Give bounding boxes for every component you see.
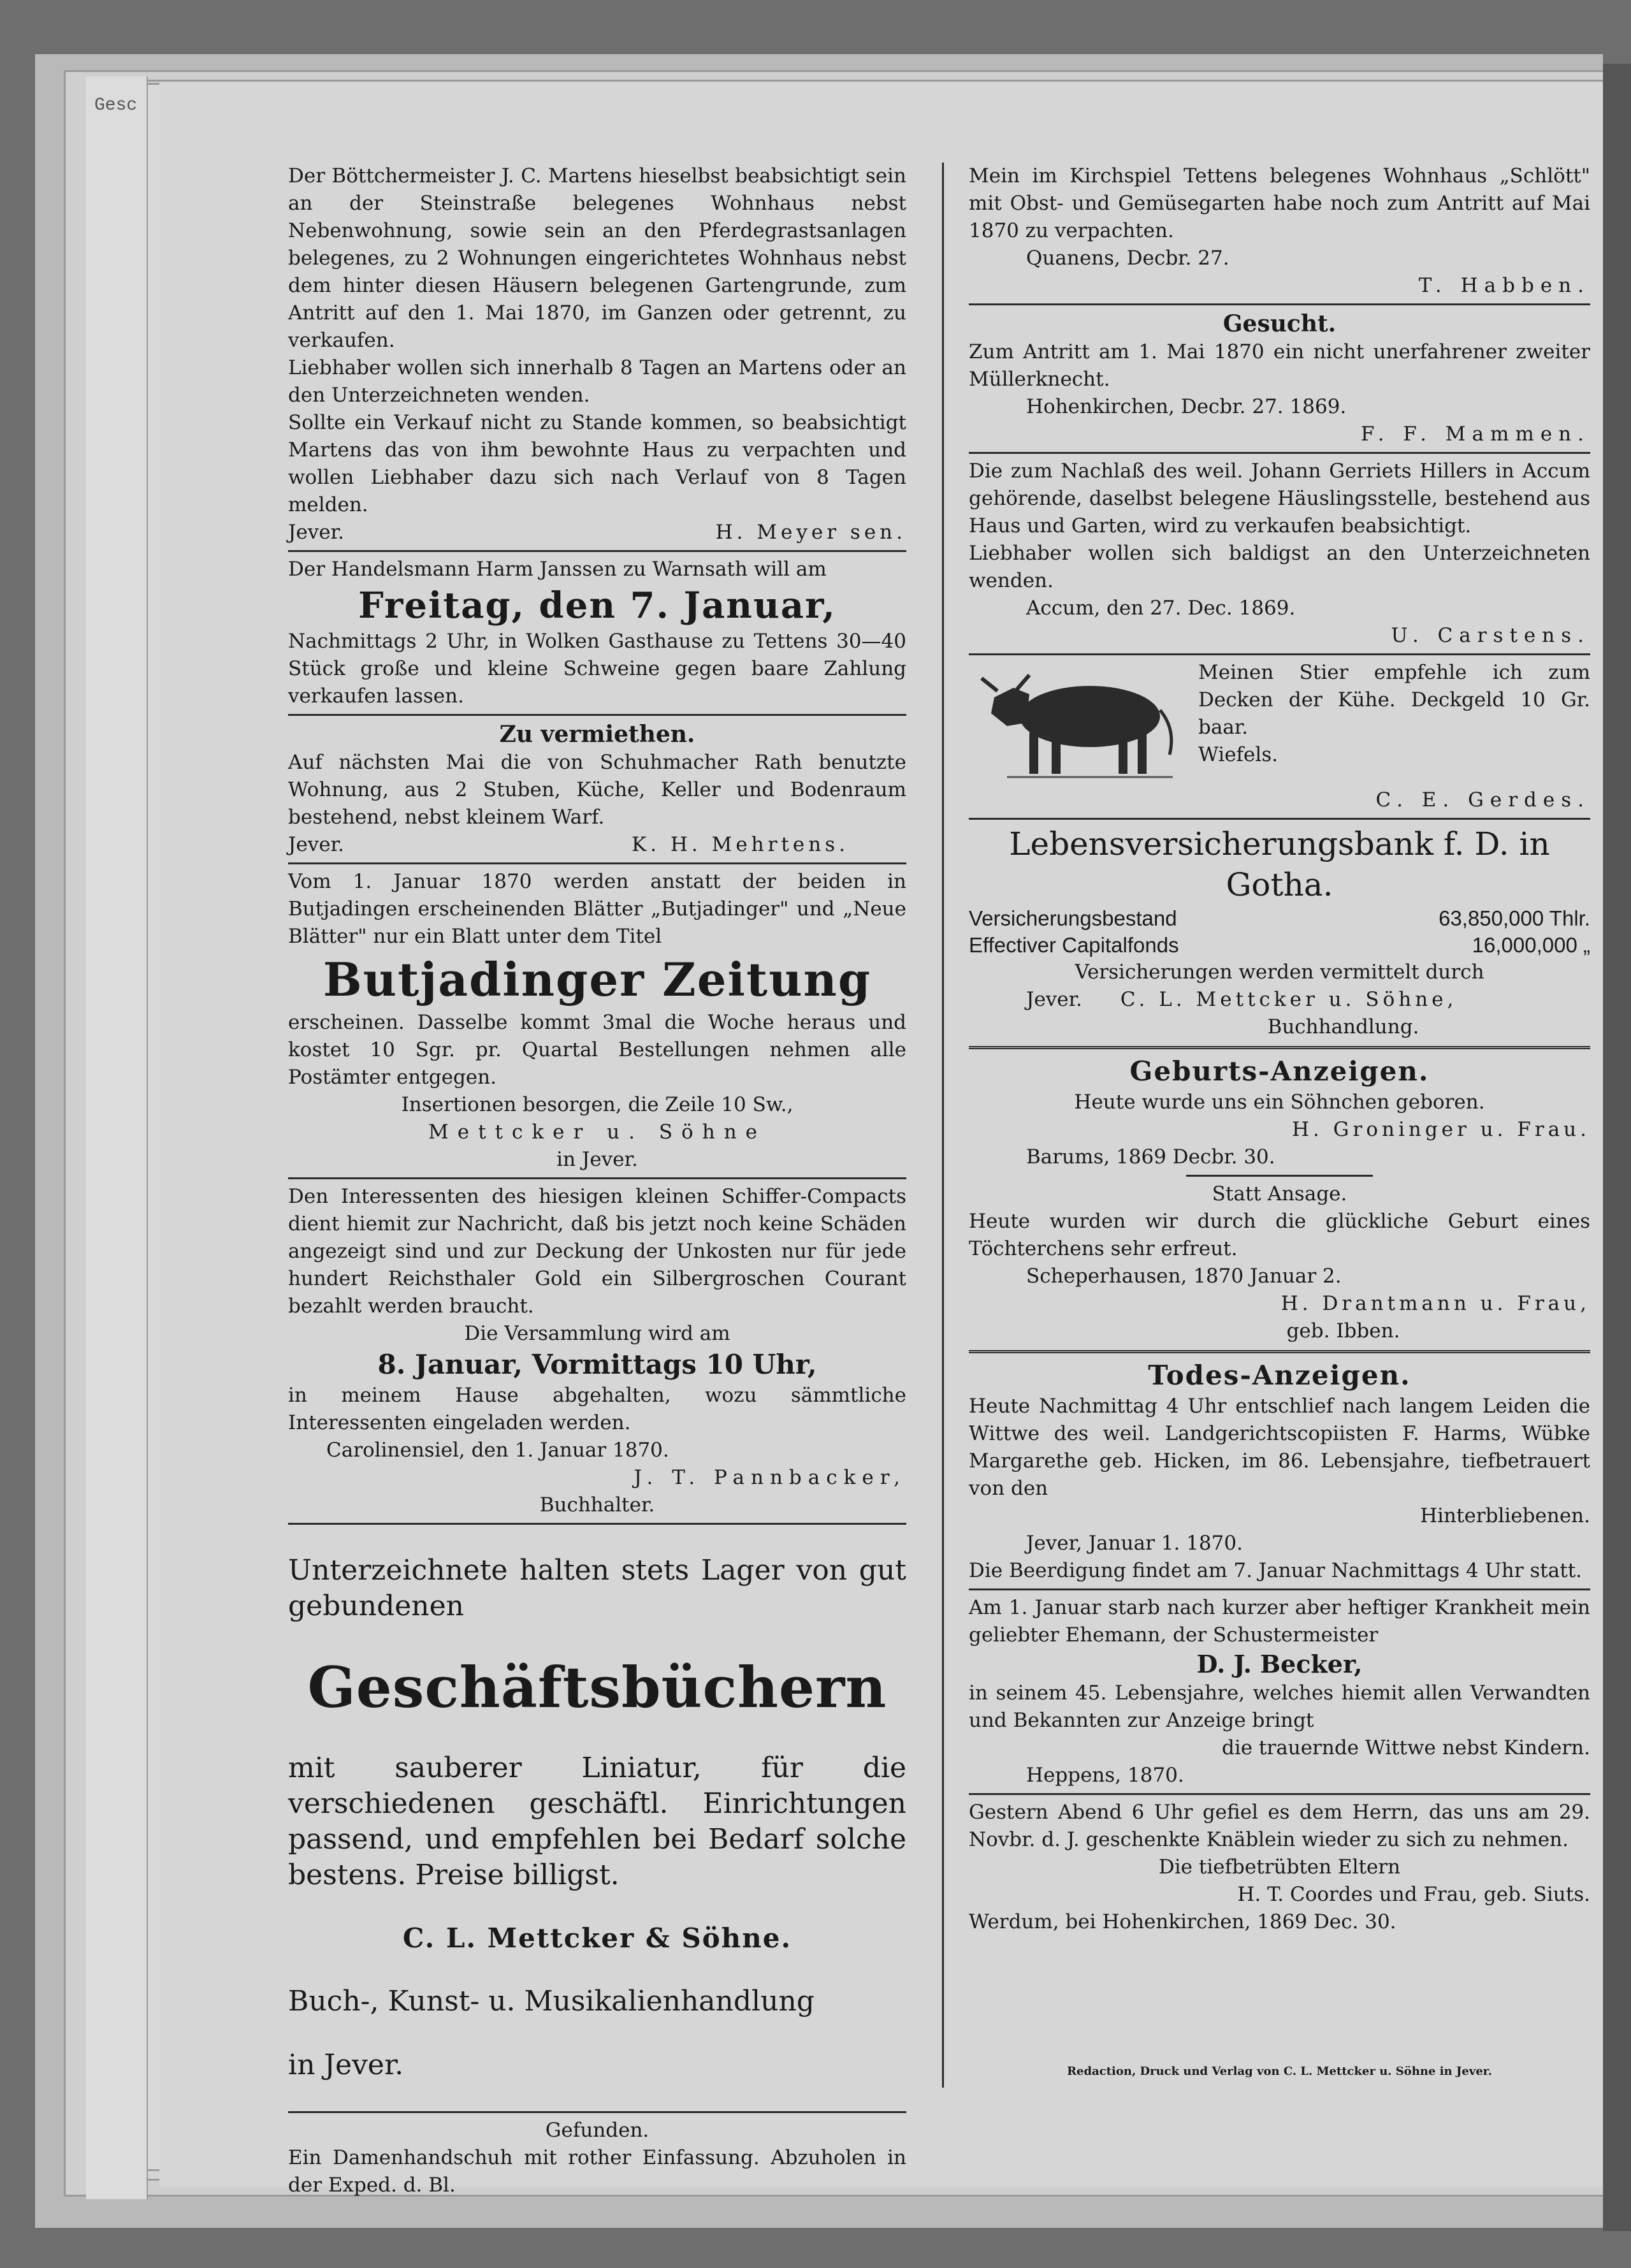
ad-text: in meinem Hause abgehalten, wozu sämmtliche Interessenten eingeladen werden. <box>288 1384 906 1434</box>
ad-text: Liebhaber wollen sich innerhalb 8 Tagen an Martens oder an den Unterzeichneten wenden. <box>288 356 906 407</box>
ad-firm-desc: Buch-, Kunst- u. Musikalienhandlung <box>288 1985 815 2017</box>
ad-place: Jever. <box>1026 988 1082 1011</box>
notice-text: Die Beerdigung findet am 7. Januar Nachmittags 4 Uhr statt. <box>969 1559 1582 1582</box>
notice-text: Heute wurden wir durch die glückliche Geburt eines Töchterchens sehr erfreut. <box>969 1210 1590 1260</box>
ad-heading: Zu vermiethen. <box>499 721 695 748</box>
ad-place: Carolinensiel, den 1. Januar 1870. <box>326 1439 669 1462</box>
ad-text: Unterzeichnete halten stets Lager von gut gebundenen <box>288 1554 906 1622</box>
ad-text: Die zum Nachlaß des weil. Johann Gerriets Hillers in Accum gehörende, daselbst belegene Häuslingsstelle, bestehend aus Haus und Garten, wird zu verkaufen beabsichtigt. <box>969 460 1590 537</box>
ad-hillers <box>969 458 1590 650</box>
ad-text: Vom 1. Januar 1870 werden anstatt der beiden in Butjadingen erscheinenden Blätter „Butjadinger" und „Neue Blätter" nur ein Blatt unter dem Titel <box>288 870 906 948</box>
ad-butjadinger <box>288 868 906 1174</box>
notice-place: Barums, 1869 Decbr. 30. <box>1026 1145 1275 1168</box>
insurance-label: Effectiver Capitalfonds <box>969 933 1179 957</box>
ad-publisher: Mettcker u. Söhne <box>428 1121 767 1144</box>
notice-text: Hinterbliebenen. <box>1420 1504 1590 1527</box>
divider <box>288 2111 906 2113</box>
ad-text: Liebhaber wollen sich baldigst an den Unterzeichneten wenden. <box>969 542 1590 592</box>
ad-text: Nachmittags 2 Uhr, in Wolken Gasthause zu Tettens 30—40 Stück große und kleine Schweine gegen baare Zahlung verkaufen lassen. <box>288 630 906 708</box>
ad-text: Sollte ein Verkauf nicht zu Stande kommen, so beabsichtigt Martens das von ihm bewohnte Haus zu verpachten und wollen Liebhaber dazu sich nach Verlauf von 8 Tagen melden. <box>288 411 906 516</box>
notice-place: Jever, Januar 1. 1870. <box>1026 1532 1243 1555</box>
divider <box>969 1793 1590 1795</box>
ad-agent-role: Buchhandlung. <box>1267 1015 1419 1038</box>
ad-text: Die Versammlung wird am <box>464 1322 730 1345</box>
ad-text: Auf nächsten Mai die von Schuhmacher Rath benutzte Wohnung, aus 2 Stuben, Küche, Keller und Bodenraum bestehend, nebst kleinem Warf. <box>288 751 906 829</box>
section-heading: Todes-Anzeigen. <box>1148 1360 1411 1391</box>
section-heading: Geburts-Anzeigen. <box>1129 1056 1430 1087</box>
ad-date-headline: Freitag, den 7. Januar, <box>358 585 836 627</box>
notice-text: Heute Nachmittag 4 Uhr entschlief nach langem Leiden die Wittwe des weil. Landgerichtscopiisten F. Harms, Wübke Margarethe geb. Hicken, im 86. Lebensjahre, tiefbetrauert von den <box>969 1395 1590 1500</box>
ad-signature: K. H. Mehrtens. <box>631 833 849 856</box>
notice-signature: die trauernde Wittwe nebst Kindern. <box>1222 1736 1590 1759</box>
ad-place: Wiefels. <box>1198 743 1279 766</box>
ad-heading: Gesucht. <box>1222 310 1337 337</box>
divider <box>969 653 1590 655</box>
ad-place: Jever. <box>288 833 344 856</box>
ad-title: Butjadinger Zeitung <box>323 952 872 1007</box>
notice-place: Werdum, bei Hohenkirchen, 1869 Dec. 30. <box>969 1910 1396 1933</box>
insurance-row <box>969 932 1590 959</box>
notice-text: in seinem 45. Lebensjahre, welches hiemit allen Verwandten und Bekannten zur Anzeige bringt <box>969 1682 1590 1732</box>
ad-stier <box>969 659 1590 814</box>
divider <box>288 714 906 716</box>
divider <box>969 303 1590 305</box>
ad-text: Mein im Kirchspiel Tettens belegenes Wohnhaus „Schlött" mit Obst- und Gemüsegarten habe noch zum Antritt auf Mai 1870 zu verpachten. <box>969 164 1590 242</box>
divider <box>969 1350 1590 1353</box>
ad-lebensversicherung <box>969 824 1590 1041</box>
margin-note: Gesc <box>94 96 138 115</box>
divider <box>288 1523 906 1525</box>
ad-signature: U. Carstens. <box>1391 624 1590 647</box>
section-geburt <box>969 1054 1590 1345</box>
ad-schiffer <box>288 1183 906 1519</box>
ad-geschaeftsbuecher <box>288 1553 906 2083</box>
ad-text: Ein Damenhandschuh mit rother Einfassung. Abzuholen in der Exped. d. Bl. <box>288 2146 906 2197</box>
ad-text: Meinen Stier empfehle ich zum Decken der Kühe. Deckgeld 10 Gr. baar. <box>1198 661 1590 739</box>
ad-text: erscheinen. Dasselbe kommt 3mal die Woche heraus und kostet 10 Sgr. pr. Quartal Bestellungen nehmen alle Postämter entgegen. <box>288 1011 906 1089</box>
right-column <box>969 163 1590 1936</box>
ad-text: Der Böttchermeister J. C. Martens hieselbst beabsichtigt sein an der Steinstraße belegenes Wohnhaus nebst Nebenwohnung, sowie sein an den Pferdegrastsanlagen belegenes, zu 2 Wohnungen eingerichtetes Wohnhaus nebst dem hinter diesen Häusern belegenen Gartengrunde, zum Antritt auf den 1. Mai 1870, im Ganzen oder getrennt, zu verkaufen. <box>288 164 906 352</box>
divider <box>288 550 906 552</box>
insurance-row <box>969 905 1590 932</box>
ad-date-headline: 8. Januar, Vormittags 10 Uhr, <box>377 1349 817 1380</box>
divider <box>288 1177 906 1179</box>
ad-heading: Gefunden. <box>545 2119 649 2142</box>
ad-gesucht <box>969 309 1590 448</box>
divider <box>969 818 1590 820</box>
ad-text: Insertionen besorgen, die Zeile 10 Sw., <box>401 1093 794 1116</box>
divider <box>969 1046 1590 1049</box>
ad-janssen <box>288 556 906 710</box>
notice-signature: H. T. Coordes und Frau, geb. Siuts. <box>1237 1883 1590 1906</box>
notice-signature: geb. Ibben. <box>1286 1319 1400 1342</box>
ad-signature: C. E. Gerdes. <box>1375 789 1590 811</box>
notice-name: D. J. Becker, <box>1196 1650 1363 1678</box>
section-todes <box>969 1358 1590 1936</box>
ad-text: mit sauberer Liniatur, für die verschiedenen geschäftl. Einrichtungen passend, und empfehlen bei Bedarf solche bestens. Preise billigst. <box>288 1752 906 1891</box>
spine-shadow <box>1603 64 1631 2231</box>
divider <box>288 862 906 864</box>
ad-martens <box>288 163 906 546</box>
ad-place: Quanens, Decbr. 27. <box>1026 247 1229 270</box>
divider <box>969 452 1590 454</box>
ad-signature: H. Meyer sen. <box>715 521 906 544</box>
notice-text: Am 1. Januar starb nach kurzer aber heftiger Krankheit mein geliebter Ehemann, der Schustermeister <box>969 1596 1590 1646</box>
ad-text: Den Interessenten des hiesigen kleinen Schiffer-Compacts dient hiemit zur Nachricht, daß bis jetzt noch keine Schäden angezeigt sind und zur Deckung der Unkosten nur für jede hundert Reichsthaler Gold ein Silbergroschen Courant bezahlt werden braucht. <box>288 1185 906 1318</box>
notice-text: Gestern Abend 6 Uhr gefiel es dem Herrn, das uns am 29. Novbr. d. J. geschenkte Knäblein wieder zu sich zu nehmen. <box>969 1801 1590 1851</box>
insurance-label: Versicherungsbestand <box>969 906 1177 930</box>
ad-text: Versicherungen werden vermittelt durch <box>1075 961 1484 984</box>
ox-illustration <box>969 659 1185 787</box>
insurance-value: 16,000,000 „ <box>1472 933 1590 957</box>
ad-signature: F. F. Mammen. <box>1361 423 1590 446</box>
notice-heading: Statt Ansage. <box>1212 1182 1347 1205</box>
ad-role: Buchhalter. <box>539 1494 655 1516</box>
ad-publisher-place: in Jever. <box>556 1148 638 1171</box>
ad-firm-place: in Jever. <box>288 2049 404 2081</box>
notice-text: Heute wurde uns ein Söhnchen geboren. <box>1074 1091 1485 1114</box>
column-divider <box>942 163 944 2088</box>
ad-text: Zum Antritt am 1. Mai 1870 ein nicht unerfahrener zweiter Müllerknecht. <box>969 340 1590 391</box>
notice-place: Scheperhausen, 1870 Januar 2. <box>1026 1265 1342 1288</box>
ad-place: Hohenkirchen, Decbr. 27. 1869. <box>1026 395 1347 418</box>
ad-agent: C. L. Mettcker u. Söhne, <box>1120 988 1458 1011</box>
divider <box>969 1588 1590 1590</box>
divider <box>1186 1175 1373 1177</box>
margin-strip <box>86 76 148 2199</box>
imprint-footer: Redaction, Druck und Verlag von C. L. Mettcker u. Söhne in Jever. <box>1067 2065 1492 2078</box>
ad-text: Der Handelsmann Harm Janssen zu Warnsath will am <box>288 558 827 581</box>
ad-habben <box>969 163 1590 300</box>
ad-title: Geschäftsbüchern <box>307 1654 887 1720</box>
ad-place: Accum, den 27. Dec. 1869. <box>1026 597 1296 620</box>
ad-gefunden <box>288 2117 906 2199</box>
insurance-value: 63,850,000 Thlr. <box>1439 906 1590 930</box>
notice-place: Heppens, 1870. <box>1026 1764 1184 1787</box>
ad-signature: T. Habben. <box>1418 274 1590 297</box>
ad-firm: C. L. Mettcker & Söhne. <box>402 1923 792 1954</box>
left-column <box>288 163 906 2199</box>
notice-signature: H. Groninger u. Frau. <box>1292 1118 1590 1141</box>
ad-title: Lebensversicherungsbank f. D. in Gotha. <box>1009 825 1550 903</box>
notice-signature: H. Drantmann u. Frau, <box>1280 1292 1590 1315</box>
ad-place: Jever. <box>288 521 344 544</box>
notice-signature: Die tiefbetrübten Eltern <box>1158 1856 1401 1879</box>
ad-signature: J. T. Pannbacker, <box>634 1466 906 1489</box>
ad-vermiethen <box>288 720 906 859</box>
